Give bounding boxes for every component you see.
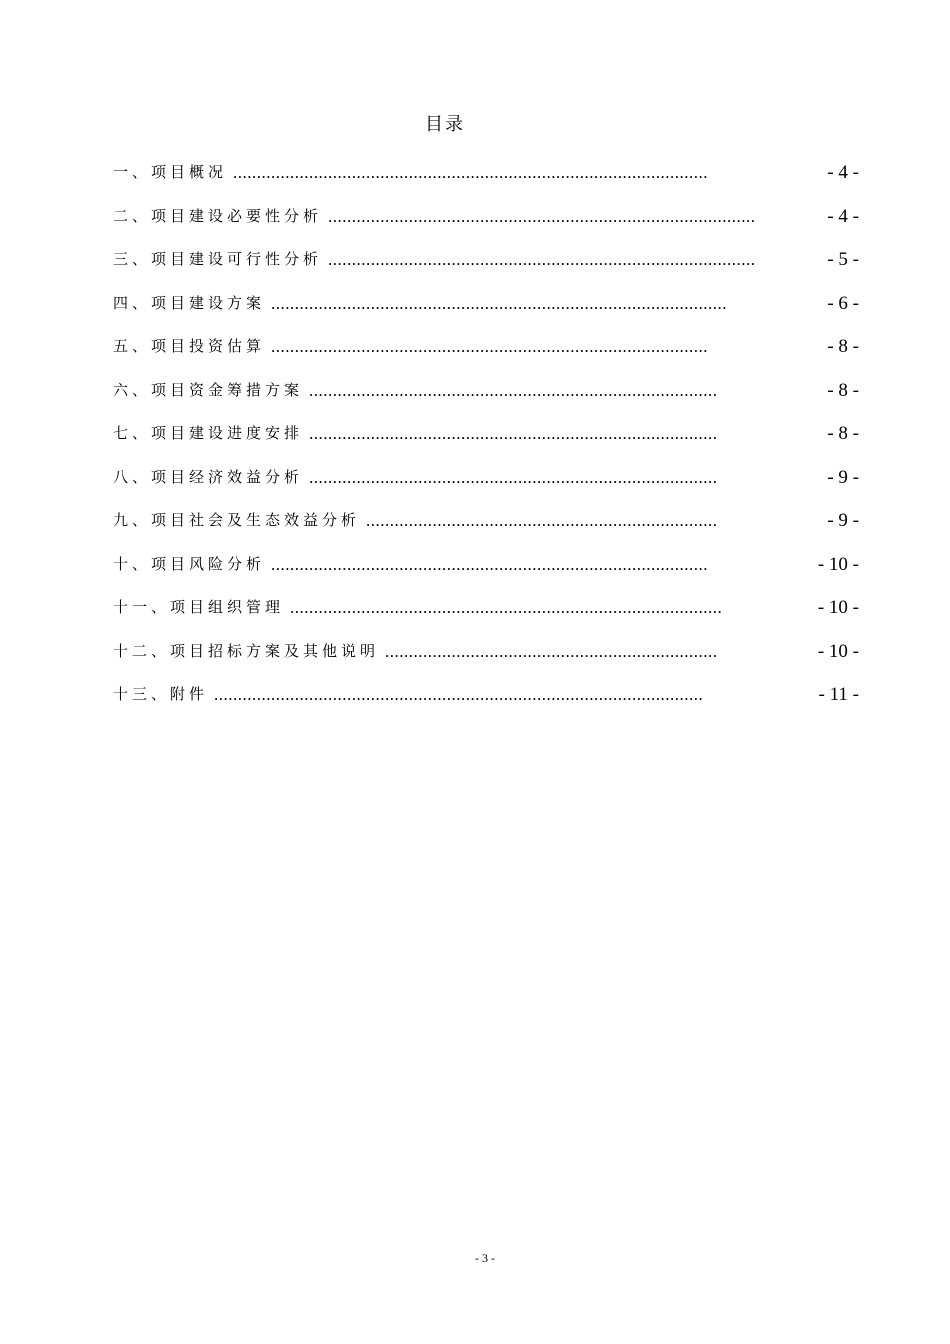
toc-entry[interactable] xyxy=(113,465,859,509)
toc-entry-leader: ....................................................................................................... xyxy=(214,685,704,704)
toc-entry-label: 六、项目资金筹措方案 xyxy=(113,382,304,399)
toc-entry-page: - 10 - xyxy=(817,640,859,662)
page-number: - 3 - xyxy=(475,1251,495,1265)
toc-entry-leader: ................................................................................................ xyxy=(271,293,728,313)
toc-entry[interactable] xyxy=(113,160,859,204)
toc-entry[interactable] xyxy=(113,552,859,596)
toc-entry[interactable] xyxy=(113,421,859,465)
toc-entry-label: 二、项目建设必要性分析 xyxy=(113,208,323,225)
toc-entry-label: 七、项目建设进度安排 xyxy=(113,426,304,442)
toc-entry-leader: ........................................................................................... xyxy=(290,598,723,617)
toc-entry-leader: ...................................................................................... xyxy=(309,467,718,487)
toc-entry-label: 十、项目风险分析 xyxy=(113,556,266,573)
toc-entry[interactable] xyxy=(113,639,859,683)
toc-entry-label: 三、项目建设可行性分析 xyxy=(113,252,323,268)
toc-entry[interactable] xyxy=(113,204,859,248)
toc-list xyxy=(113,160,859,726)
toc-entry[interactable] xyxy=(113,291,859,335)
toc-entry-label: 五、项目投资估算 xyxy=(113,339,266,355)
toc-entry[interactable] xyxy=(113,247,859,291)
toc-entry-page: - 9 - xyxy=(827,510,859,531)
toc-entry-label: 八、项目经济效益分析 xyxy=(113,469,304,486)
toc-entry-leader: .................................................................................................... xyxy=(233,163,709,182)
toc-title: 目录 xyxy=(425,114,465,134)
toc-entry[interactable] xyxy=(113,508,859,552)
toc-entry-page: - 6 - xyxy=(827,292,859,314)
toc-entry-label: 一、项目概况 xyxy=(113,165,228,181)
toc-entry[interactable] xyxy=(113,378,859,422)
toc-entry-page: - 9 - xyxy=(827,466,859,488)
toc-entry[interactable] xyxy=(113,334,859,378)
toc-entry[interactable] xyxy=(113,595,859,639)
toc-entry-leader: ...................................................................................... xyxy=(309,424,718,443)
toc-entry-label: 九、项目社会及生态效益分析 xyxy=(113,513,361,529)
toc-entry-leader: .......................................................................................... xyxy=(328,250,756,269)
toc-entry-label: 十三、附件 xyxy=(113,687,209,703)
toc-entry-page: - 10 - xyxy=(817,597,859,618)
toc-entry-leader: .......................................................................... xyxy=(366,511,718,530)
toc-entry-page: - 4 - xyxy=(827,205,859,227)
toc-entry-leader: ...................................................................... xyxy=(385,641,718,661)
toc-entry-leader: ...................................................................................... xyxy=(309,380,718,400)
toc-entry-label: 四、项目建设方案 xyxy=(113,295,266,312)
toc-entry-page: - 10 - xyxy=(817,553,859,575)
toc-entry-page: - 8 - xyxy=(827,423,859,444)
toc-entry-leader: ............................................................................................ xyxy=(271,337,709,356)
toc-entry[interactable] xyxy=(113,682,859,726)
toc-entry-page: - 4 - xyxy=(827,162,859,183)
toc-entry-page: - 8 - xyxy=(827,336,859,357)
toc-entry-page: - 8 - xyxy=(827,379,859,401)
toc-entry-leader: ............................................................................................ xyxy=(271,554,709,574)
toc-entry-page: - 5 - xyxy=(827,249,859,270)
toc-entry-page: - 11 - xyxy=(818,684,859,705)
toc-entry-label: 十二、项目招标方案及其他说明 xyxy=(113,643,380,660)
toc-entry-leader: .......................................................................................... xyxy=(328,206,756,226)
toc-entry-label: 十一、项目组织管理 xyxy=(113,600,285,616)
